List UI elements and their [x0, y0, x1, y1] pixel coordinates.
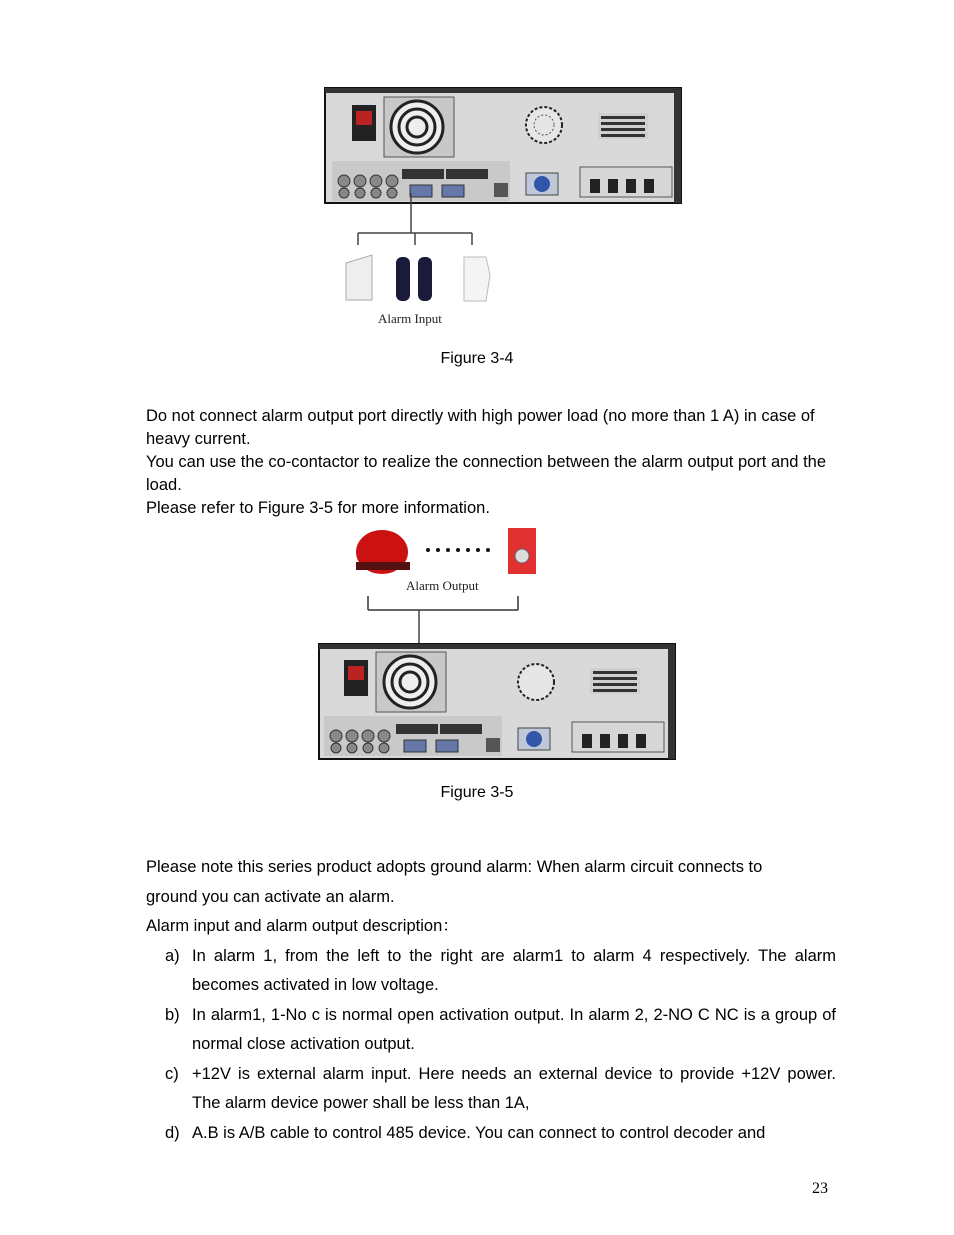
dvr-rear-panel-alarm-output-illustration: [316, 522, 678, 762]
intro-text: Please note this series product adopts ground alarm: When alarm circuit connects to ground you can activate an alarm.: [146, 858, 763, 906]
figure-3-5: [316, 522, 678, 762]
dvr-rear-panel-alarm-input-illustration: [322, 85, 684, 335]
list-item-text: +12V is external alarm input. Here needs an external device to provide +12V power. The alarm device power shall be less than 1A,: [192, 1064, 836, 1112]
list-item-text: In alarm1, 1-No c is normal open activation output. In alarm 2, 2-NO C NC is a group of normal close activation output.: [192, 1005, 836, 1053]
list-item: [146, 1060, 836, 1119]
page-number: 23: [812, 1180, 828, 1197]
paragraph-line: Do not connect alarm output port directly with high power load (no more than 1 A) in case of heavy current.: [146, 407, 815, 448]
list-item-label: b): [165, 1005, 180, 1024]
paragraph-line: You can use the co-contactor to realize the connection between the alarm output port and the load.: [146, 453, 827, 494]
list-item: [146, 942, 836, 1001]
list-item-label: a): [165, 946, 180, 965]
figure-label-alarm-input: Alarm Input: [378, 311, 442, 326]
list-item: [146, 1119, 836, 1149]
figure-3-4: [322, 85, 684, 335]
figure-caption-3-4: Figure 3-4: [440, 350, 514, 367]
list-item-text: In alarm 1, from the left to the right are alarm1 to alarm 4 respectively. The alarm becomes activated in low voltage.: [192, 946, 836, 994]
paragraph-ground-alarm: [146, 853, 836, 1148]
paragraph-alarm-output-warning: [146, 405, 838, 520]
figure-caption-3-5: Figure 3-5: [440, 784, 514, 801]
list-item-label: d): [165, 1123, 180, 1142]
figure-label-alarm-output: Alarm Output: [406, 578, 479, 593]
list-item: [146, 1001, 836, 1060]
paragraph-line: Please refer to Figure 3-5 for more information.: [146, 499, 490, 517]
description-heading: Alarm input and alarm output description：: [146, 917, 459, 935]
list-item-text: A.B is A/B cable to control 485 device. You can connect to control decoder and: [192, 1123, 766, 1142]
list-item-label: c): [165, 1064, 179, 1083]
